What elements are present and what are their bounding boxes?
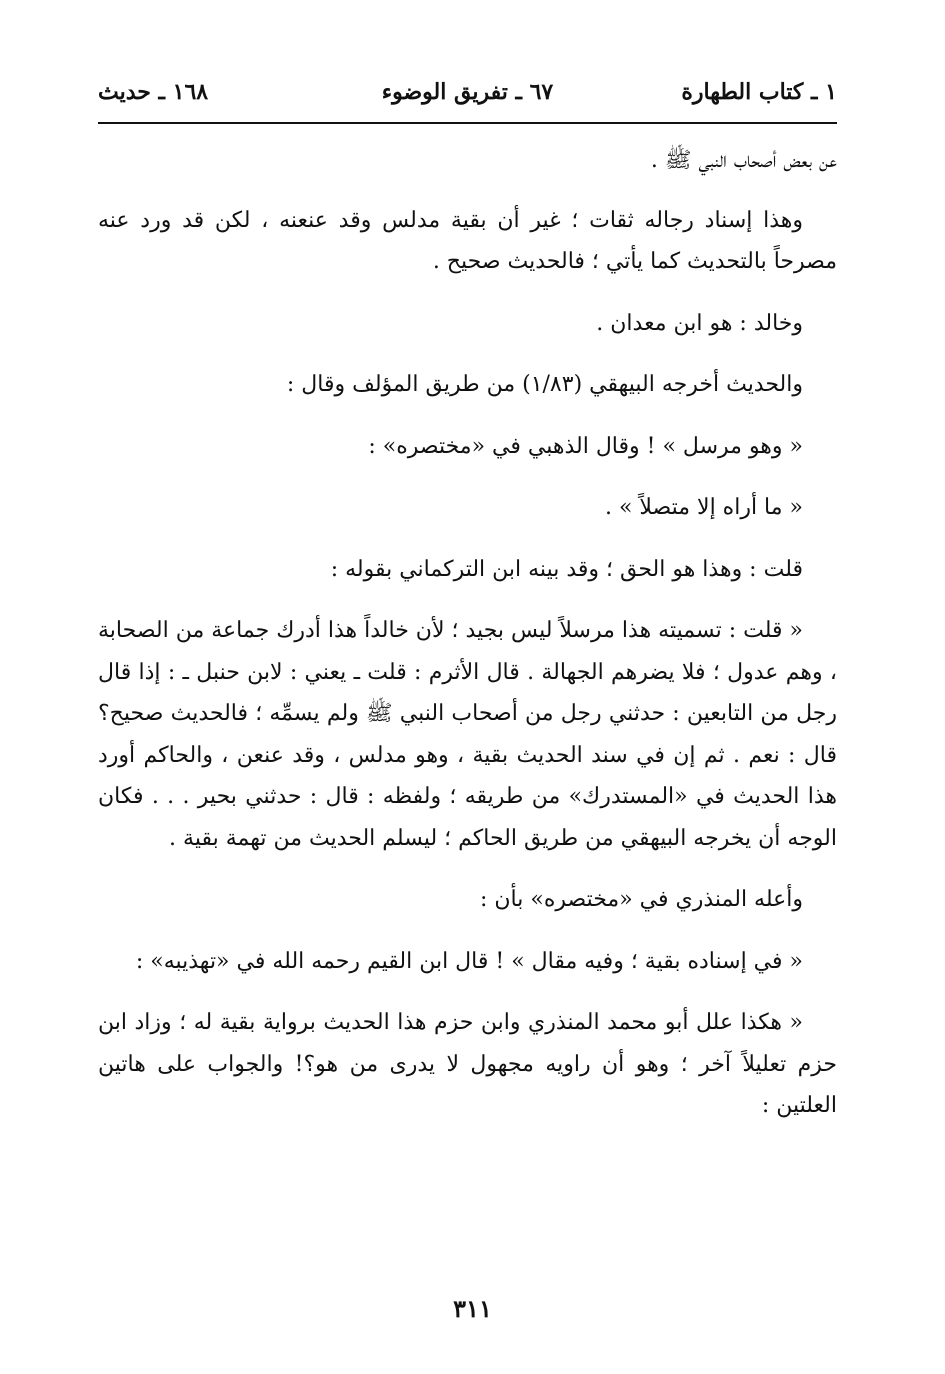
paragraph-5: « وهو مرسل » ! وقال الذهبي في «مختصره» : [368, 433, 803, 459]
paragraph-7: قلت : وهذا هو الحق ؛ وقد بينه ابن التركماني بقوله : [330, 556, 803, 582]
paragraph-4: والحديث أخرجه البيهقي (١/٨٣) من طريق المؤلف وقال : [286, 372, 803, 397]
running-header [98, 68, 837, 118]
header-hadith-number: ١٦٨ ـ حديث [98, 79, 209, 105]
paragraph-9: وأعله المنذري في «مختصره» بأن : [479, 887, 803, 912]
page-number: ٣١١ [453, 1294, 492, 1323]
paragraph-6: « ما أراه إلا متصلاً » . [604, 495, 803, 520]
paragraph-11-quote: « هكذا علل أبو محمد المنذري وابن حزم هذا الحديث برواية بقية له ؛ وزاد ابن حزم تعليلاً آخر ؛ وهو أن راويه مجهول لا يدرى من هو؟! والجواب على هاتين العلتين : [98, 1010, 837, 1118]
header-chapter-title: ٦٧ ـ تفريق الوضوء [381, 79, 554, 105]
paragraph-2: وهذا إسناد رجاله ثقات ؛ غير أن بقية مدلس وقد عنعنه ، لكن قد ورد عنه مصرحاً بالتحديث كما يأتي ؛ فالحديث صحيح . [98, 207, 837, 274]
paragraph-10: « في إسناده بقية ؛ وفيه مقال » ! قال ابن القيم رحمه الله في «تهذيبه» : [135, 948, 803, 974]
header-divider [98, 122, 837, 124]
paragraph-1: عن بعض أصحاب النبي ﷺ . [650, 148, 837, 173]
page-body [98, 140, 837, 1147]
header-book-title: ١ ـ كتاب الطهارة [681, 79, 837, 105]
paragraph-3: وخالد : هو ابن معدان . [596, 310, 803, 336]
paragraph-8-quote: « قلت : تسميته هذا مرسلاً ليس بجيد ؛ لأن خالداً هذا أدرك جماعة من الصحابة ، وهم عدول ؛ فلا يضرهم الجهالة . قال الأثرم : قلت ـ يعني : لابن حنبل ـ : إذا قال رجل من التابعين : حدثني رجل من أصحاب النبي ﷺ ولم يسمِّه ؛ فالحديث صحيح؟ قال : نعم . ثم إن في سند الحديث بقية ، وهو مدلس ، وقد عنعن ، والحاكم أورد هذا الحديث في «المستدرك» من طريقه ؛ ولفظه : قال : حدثني بحير . . . فكان الوجه أن يخرجه البيهقي من طريق الحاكم ؛ ليسلم الحديث من تهمة بقية . [98, 618, 837, 851]
